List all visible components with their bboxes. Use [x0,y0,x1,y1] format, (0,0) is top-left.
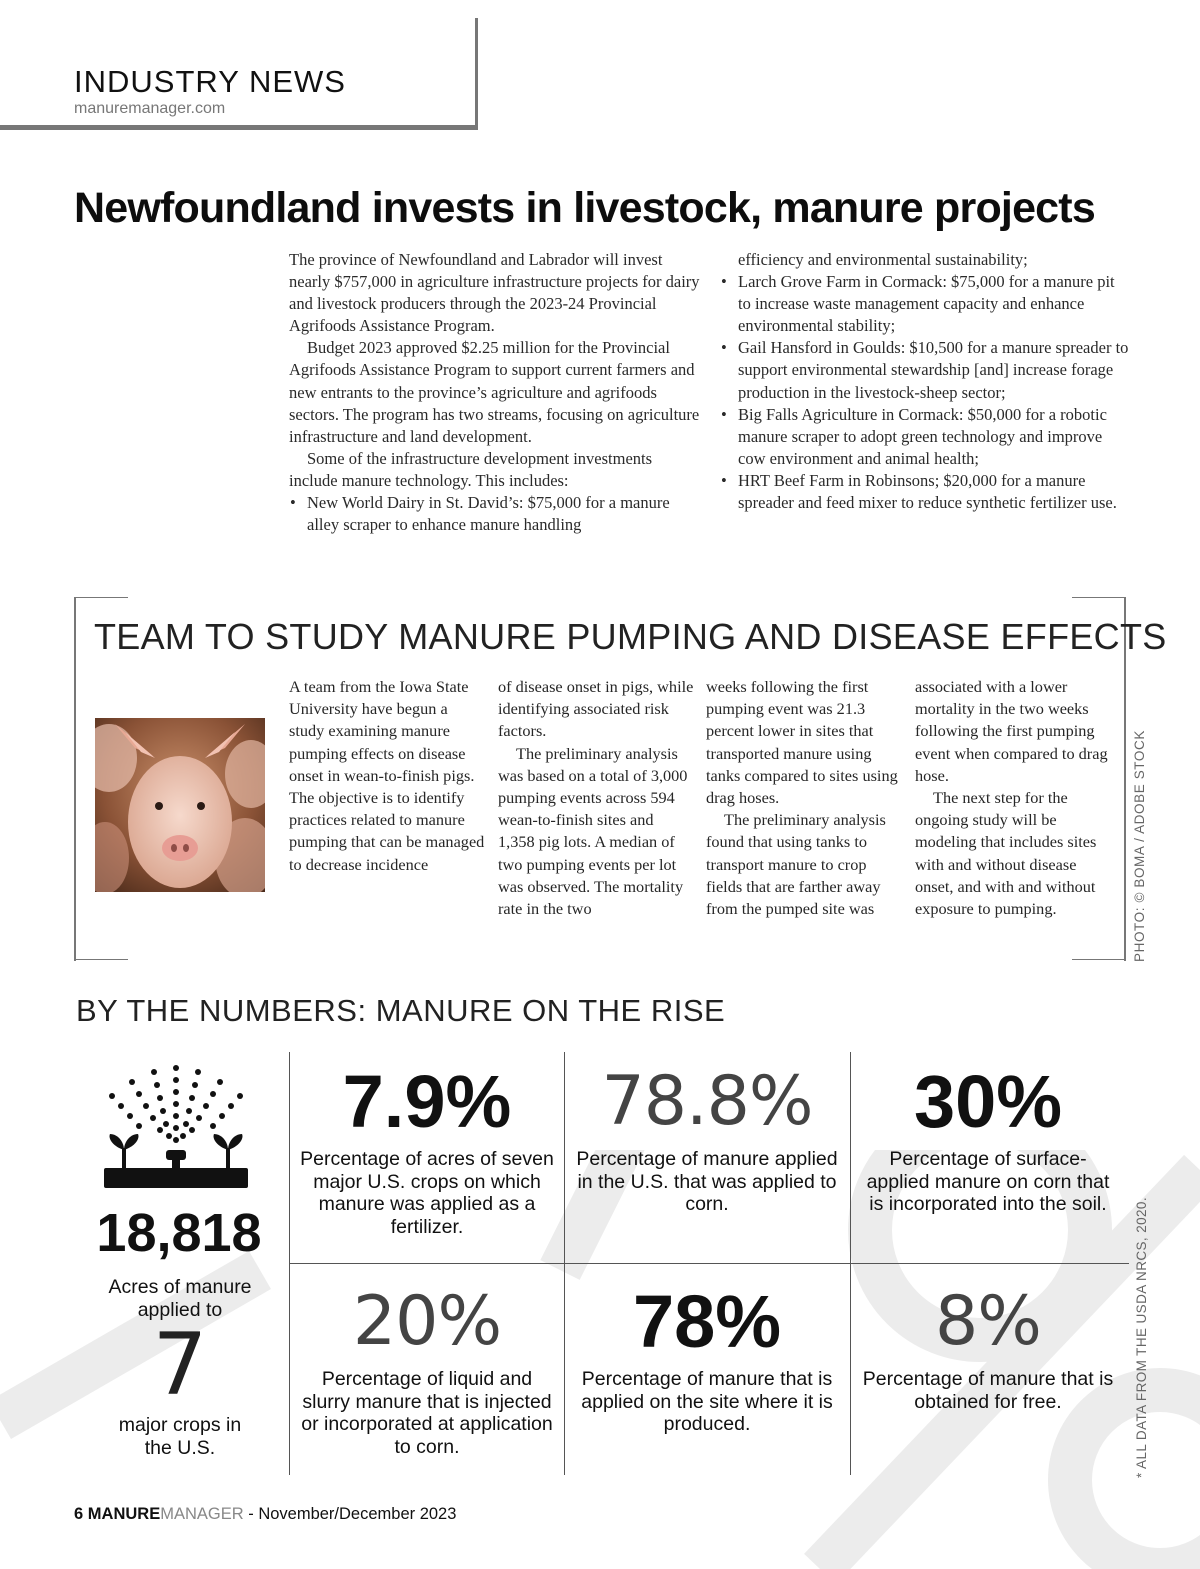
team-paragraph: associated with a lower mortality in the two weeks following the first pumping event when compared to drag hose. [915,677,1108,785]
team-paragraph: A team from the Iowa State University have begun a study examining manure pumping effects on disease onset in wean-to-finish pigs. The objective is to identify practices related to manure pumping that can be managed to decrease incidence [289,677,485,874]
numbers-title: BY THE NUMBERS: MANURE ON THE RISE [76,993,726,1028]
stat-value: 78% [632,1280,782,1363]
sprinkler-icon [104,1064,248,1188]
stat-cell [574,1062,840,1216]
stat-cell [860,1282,1116,1413]
stat-value: 8% [935,1282,1041,1361]
page-footer [74,1505,456,1524]
investment-list [720,271,1130,514]
crops-count: 7 [152,1315,208,1415]
investment-list [289,492,701,536]
stat-value: 20% [352,1282,502,1361]
article-column-2 [720,249,1130,514]
page-number: 6 [74,1505,84,1523]
frame-line [76,959,128,960]
stat-description: Percentage of manure that is applied on the site where it is produced. [581,1368,833,1435]
article-headline: Newfoundland invests in livestock, manure projects [74,184,1095,232]
team-column-4 [915,676,1111,920]
stat-cell [296,1282,558,1458]
list-item: • Larch Grove Farm in Cormack: $75,000 for a manure pit to increase waste management capacity and enhance environmental stability; [720,271,1130,337]
team-paragraph: The preliminary analysis was based on a total of 3,000 pumping events across 594 wean-to-finish sites and 1,358 pig lots. A median of two pumping events per lot was observed. The mortality rate in the two [498,743,688,919]
stat-value: 30% [913,1060,1063,1143]
stat-cell [860,1062,1116,1216]
article-paragraph: The province of Newfoundland and Labrador will invest nearly $757,000 in agriculture infrastructure projects for dairy and livestock producers through the 2023-24 Provincial Agrifoods Assistance Program. [289,250,700,336]
brand-name-light: MANAGER [160,1505,244,1523]
frame-line [1072,959,1124,960]
stat-value: 7.9% [342,1060,512,1143]
frame-line [76,597,128,598]
stat-description: Percentage of acres of seven major U.S. crops on which manure was applied as a fertilizer. [300,1148,554,1238]
list-item: • New World Dairy in St. David’s: $75,000 for a manure alley scraper to enhance manure handling [289,492,701,536]
team-paragraph: The preliminary analysis found that using tanks to transport manure to crop fields that are farther away from the pumped site was [706,810,886,919]
team-column-3 [706,676,902,920]
stat-cell [296,1062,558,1238]
stat-description: Percentage of liquid and slurry manure that is injected or incorporated at application to corn. [301,1368,553,1458]
stat-description: Percentage of manure that is obtained for free. [862,1368,1114,1413]
list-item: • HRT Beef Farm in Robinsons; $20,000 for a manure spreader and feed mixer to reduce synthetic fertilizer use. [720,470,1130,514]
acres-description: Acres of manure applied to [108,1276,252,1321]
article-column-1 [289,249,701,536]
stat-cell [574,1282,840,1436]
pig-photo [95,718,265,892]
team-paragraph: The next step for the ongoing study will be modeling that includes sites with and without disease onset, and with and without exposure to pumping. [915,788,1097,919]
stat-description: Percentage of surface-applied manure on corn that is incorporated into the soil. [866,1148,1110,1215]
site-url[interactable]: manuremanager.com [74,100,226,117]
team-column-1 [289,676,485,876]
stat-value: 78.8% [601,1062,813,1141]
stat-description: Percentage of manure applied in the U.S. that was applied to corn. [576,1148,838,1215]
brand-name-bold: MANURE [87,1505,161,1523]
team-paragraph: of disease onset in pigs, while identifying associated risk factors. [498,677,694,741]
team-paragraph: weeks following the first pumping event was 21.3 percent lower in sites that transported manure using tanks compared to sites using drag hoses. [706,677,898,808]
article-paragraph: Some of the infrastructure development investments include manure technology. This includes: [289,448,653,490]
issue-date: - November/December 2023 [248,1505,457,1523]
crops-description: major crops in the U.S. [118,1414,242,1459]
list-item: • Gail Hansford in Goulds: $10,500 for a manure spreader to support environmental stewardship [and] increase forage production in the livestock-sheep sector; [720,337,1130,403]
article-paragraph: Budget 2023 approved $2.25 million for the Provincial Agrifoods Assistance Program to support current farmers and new entrants to the province’s agriculture and agrifoods sectors. The program has two streams, focusing on agriculture infrastructure and land development. [289,338,700,446]
photo-credit: PHOTO: © BOMA / ADOBE STOCK [1132,730,1147,962]
team-column-2 [498,676,694,920]
section-title: INDUSTRY NEWS [74,64,346,99]
grid-divider [289,1263,1129,1264]
list-item: • Big Falls Agriculture in Cormack: $50,000 for a robotic manure scraper to adopt green technology and improve cow environment and animal health; [720,404,1130,470]
team-title: TEAM TO STUDY MANURE PUMPING AND DISEASE EFFECTS [94,616,1167,657]
data-source-note: * ALL DATA FROM THE USDA NRCS, 2020. [1134,1197,1149,1478]
frame-line [1072,597,1124,598]
acres-value: 18,818 [96,1203,262,1263]
list-item-continuation: efficiency and environmental sustainability; [738,250,1028,269]
